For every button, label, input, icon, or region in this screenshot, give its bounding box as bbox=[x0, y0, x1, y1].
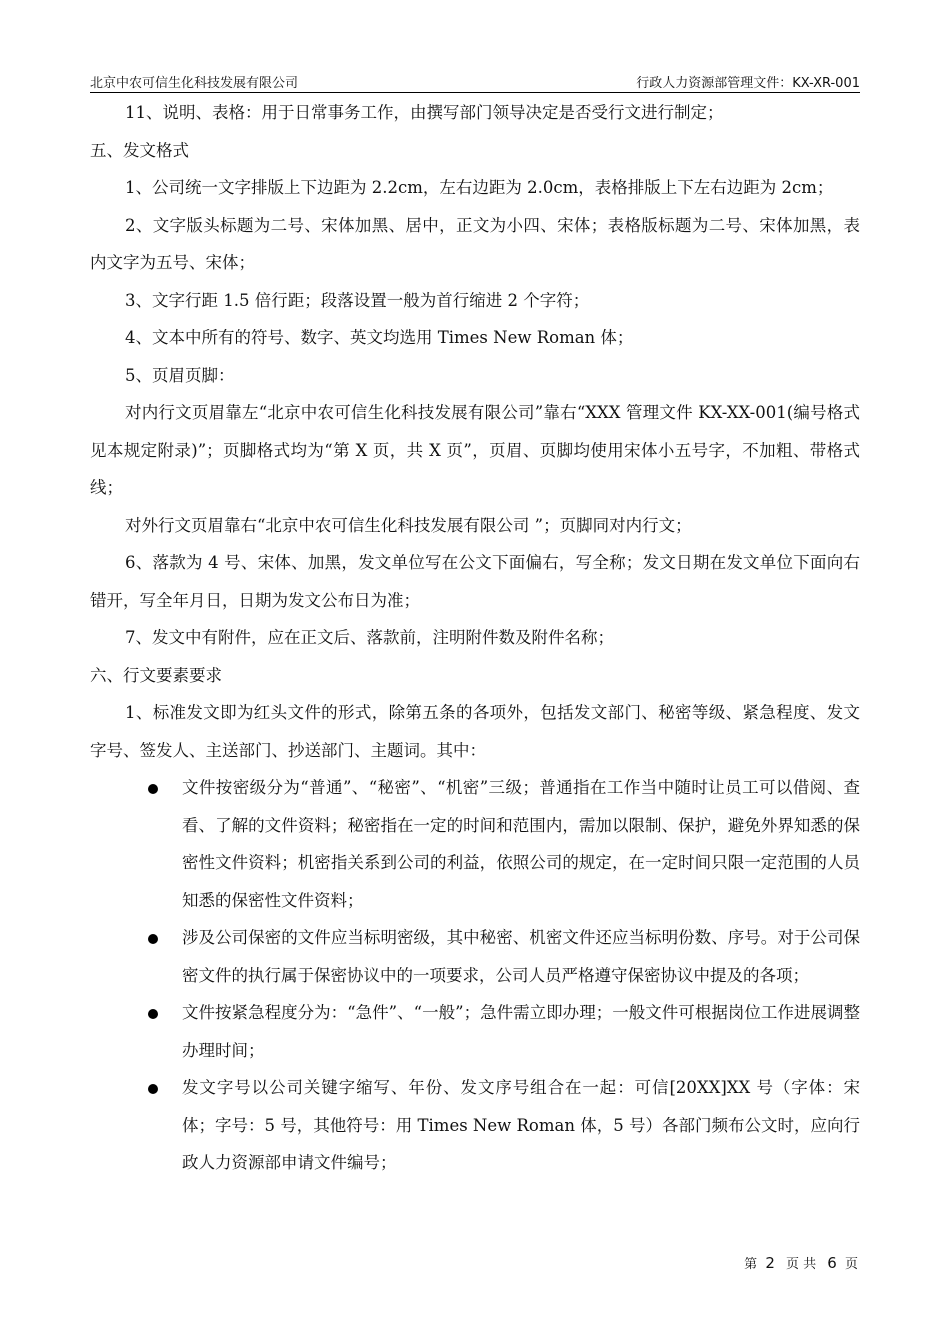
list-item-text: 发文字号以公司关键字缩写、年份、发文序号组合在一起：可信[20XX]XX 号（字体：宋体；字号：5 号，其他符号：用 Times New Roman 体，5 号）各部门频布公文时，应向行政人力资源部申请文件编号； bbox=[182, 1078, 860, 1172]
page-footer bbox=[744, 1253, 858, 1272]
list-item bbox=[182, 994, 860, 1069]
list-item bbox=[182, 1069, 860, 1182]
header-document-code: 行政人力资源部管理文件：KX-XR-001 bbox=[636, 76, 860, 91]
list-item-text: 文件按紧急程度分为：“急件”、“一般”；急件需立即办理；一般文件可根据岗位工作进展调整办理时间； bbox=[182, 1003, 860, 1060]
paragraph-header-footer: 5、页眉页脚： bbox=[125, 365, 235, 385]
footer-prefix: 第 bbox=[744, 1257, 758, 1272]
bullet-icon bbox=[148, 784, 158, 794]
footer-mid-text: 页 共 bbox=[786, 1257, 817, 1272]
paragraph-line-spacing: 3、文字行距 1.5 倍行距；段落设置一般为首行缩进 2 个字符； bbox=[125, 290, 590, 310]
bullet-icon bbox=[148, 1009, 158, 1019]
list-item bbox=[182, 769, 860, 919]
footer-suffix: 页 bbox=[844, 1257, 858, 1272]
list-item bbox=[182, 919, 860, 994]
list-item-text: 文件按密级分为“普通”、“秘密”、“机密”三级；普通指在工作当中随时让员工可以借阅、查看、了解的文件资料；秘密指在一定的时间和范围内，需加以限制、保护，避免外界知悉的保密性文件资料；机密指关系到公司的利益，依照公司的规定，在一定时间只限一定范围的人员知悉的保密性文件资料； bbox=[182, 778, 860, 910]
footer-current-page: 2 bbox=[765, 1254, 775, 1272]
page-header bbox=[90, 70, 860, 93]
paragraph-attachments: 7、发文中有附件，应在正文后、落款前，注明附件数及附件名称； bbox=[125, 628, 614, 647]
paragraph-standard-doc: 1、标准发文即为红头文件的形式，除第五条的各项外，包括发文部门、秘密等级、紧急程度、发文字号、签发人、主送部门、抄送部门、主题词。其中： bbox=[90, 703, 860, 760]
paragraph-11-forms: 11、说明、表格：用于日常事务工作，由撰写部门领导决定是否受行文进行制定； bbox=[125, 103, 724, 122]
requirements-bullet-list bbox=[90, 769, 860, 1182]
paragraph-margins: 1、公司统一文字排版上下边距为 2.2cm，左右边距为 2.0cm，表格排版上下左右边距为 2cm； bbox=[125, 178, 834, 197]
section-heading-6: 六、行文要素要求 bbox=[90, 665, 222, 685]
section-heading-5: 五、发文格式 bbox=[90, 140, 189, 160]
header-company-name: 北京中农可信生化科技发展有限公司 bbox=[90, 76, 299, 91]
footer-total-pages: 6 bbox=[827, 1254, 837, 1272]
document-body bbox=[90, 94, 860, 1182]
paragraph-signature: 6、落款为 4 号、宋体、加黑，发文单位写在公文下面偏右，写全称；发文日期在发文单位下面向右错开，写全年月日，日期为发文公布日为准； bbox=[90, 553, 860, 610]
paragraph-title-fonts: 2、文字版头标题为二号、宋体加黑、居中，正文为小四、宋体；表格版标题为二号、宋体加黑，表内文字为五号、宋体； bbox=[90, 215, 860, 272]
paragraph-internal-header: 对内行文页眉靠左“北京中农可信生化科技发展有限公司”靠右“XXX 管理文件 KX-XX-001(编号格式见本规定附录)”；页脚格式均为“第 X 页，共 X 页”，页眉、页脚均使用宋体小五号字，不加粗、带格式线； bbox=[90, 403, 860, 497]
bullet-icon bbox=[148, 1084, 158, 1094]
list-item-text: 涉及公司保密的文件应当标明密级，其中秘密、机密文件还应当标明份数、序号。对于公司保密文件的执行属于保密协议中的一项要求，公司人员严格遵守保密协议中提及的各项； bbox=[182, 928, 860, 985]
bullet-icon bbox=[148, 934, 158, 944]
paragraph-symbol-font: 4、文本中所有的符号、数字、英文均选用 Times New Roman 体； bbox=[125, 328, 634, 347]
paragraph-external-header: 对外行文页眉靠右“北京中农可信生化科技发展有限公司 ”；页脚同对内行文； bbox=[125, 515, 692, 535]
